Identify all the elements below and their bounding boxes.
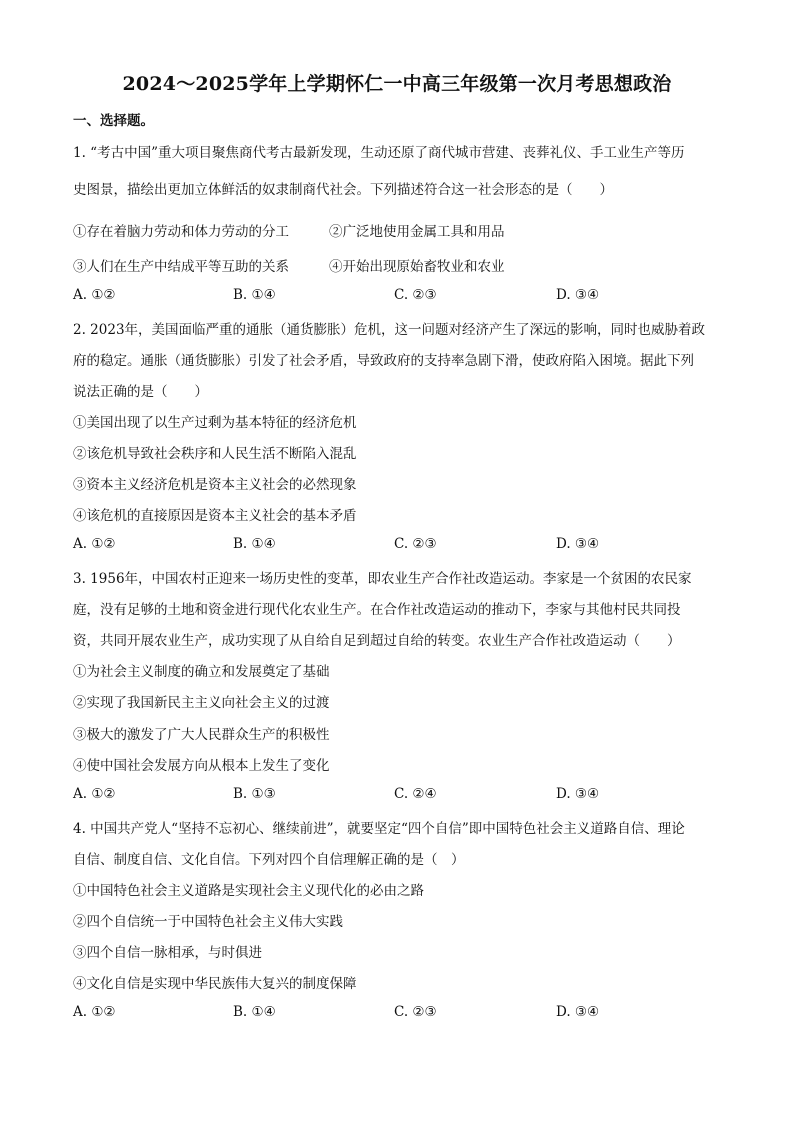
option-d[interactable]: D. ③④	[556, 786, 600, 802]
statement: ①中国特色社会主义道路是实现社会主义现代化的必由之路	[73, 883, 424, 899]
statement: ②实现了我国新民主主义向社会主义的过渡	[73, 695, 330, 711]
option-b[interactable]: B. ①③	[233, 786, 276, 802]
question-stem-line: 说法正确的是（ ）	[73, 384, 208, 400]
question-stem-line: 府的稳定。通胀（通货膨胀）引发了社会矛盾，导致政府的支持率急剧下滑，使政府陷入困境。据此下列	[73, 353, 694, 369]
option-b[interactable]: B. ①④	[233, 1004, 276, 1020]
page-title: 2024～2025学年上学期怀仁一中高三年级第一次月考思想政治	[122, 73, 672, 95]
option-c[interactable]: C. ②③	[394, 287, 437, 303]
statement: ②广泛地使用金属工具和用品	[329, 224, 505, 240]
question-stem-line: 资，共同开展农业生产，成功实现了从自给自足到超过自给的转变。农业生产合作社改造运动（ ）	[73, 633, 681, 649]
statement-row	[73, 255, 505, 275]
statement: ①为社会主义制度的确立和发展奠定了基础	[73, 664, 330, 680]
statement: ②该危机导致社会秩序和人民生活不断陷入混乱	[73, 446, 357, 462]
option-b[interactable]: B. ①④	[233, 287, 276, 303]
statement-row	[73, 220, 505, 240]
statement: ④该危机的直接原因是资本主义社会的基本矛盾	[73, 508, 357, 524]
question-stem-line: 1. “考古中国”重大项目聚焦商代考古最新发现，生动还原了商代城市营建、丧葬礼仪、手工业生产等历	[73, 145, 685, 161]
option-d[interactable]: D. ③④	[556, 287, 600, 303]
statement: ④开始出现原始畜牧业和农业	[329, 259, 505, 275]
statement: ③极大的激发了广大人民群众生产的积极性	[73, 727, 330, 743]
option-c[interactable]: C. ②③	[394, 536, 437, 552]
statement: ①存在着脑力劳动和体力劳动的分工	[73, 224, 289, 240]
question-stem-line: 庭，没有足够的土地和资金进行现代化农业生产。在合作社改造运动的推动下，李家与其他村民共同投	[73, 602, 681, 618]
option-b[interactable]: B. ①④	[233, 536, 276, 552]
question-stem-line: 4. 中国共产党人“坚持不忘初心、继续前进”，就要坚定“四个自信”即中国特色社会主义道路自信、理论	[73, 821, 685, 837]
statement: ④文化自信是实现中华民族伟大复兴的制度保障	[73, 976, 357, 992]
question-stem-line: 史图景，描绘出更加立体鲜活的奴隶制商代社会。下列描述符合这一社会形态的是（ ）	[73, 182, 613, 198]
statement: ①美国出现了以生产过剩为基本特征的经济危机	[73, 415, 357, 431]
question-stem-line: 2. 2023年，美国面临严重的通胀（通货膨胀）危机，这一问题对经济产生了深远的影响，同时也威胁着政	[73, 322, 706, 338]
statement: ③人们在生产中结成平等互助的关系	[73, 259, 289, 275]
option-a[interactable]: A. ①②	[73, 786, 116, 802]
option-a[interactable]: A. ①②	[73, 287, 116, 303]
statement: ④使中国社会发展方向从根本上发生了变化	[73, 758, 330, 774]
option-a[interactable]: A. ①②	[73, 1004, 116, 1020]
option-d[interactable]: D. ③④	[556, 1004, 600, 1020]
question-stem-line: 自信、制度自信、文化自信。下列对四个自信理解正确的是（ ）	[73, 852, 465, 868]
question-stem-line: 3. 1956年，中国农村正迎来一场历史性的变革，即农业生产合作社改造运动。李家是一个贫困的农民家	[73, 571, 692, 587]
option-d[interactable]: D. ③④	[556, 536, 600, 552]
section-heading: 一、选择题。	[73, 113, 154, 129]
statement: ③四个自信一脉相承，与时俱进	[73, 945, 262, 961]
option-a[interactable]: A. ①②	[73, 536, 116, 552]
statement: ③资本主义经济危机是资本主义社会的必然现象	[73, 477, 357, 493]
option-c[interactable]: C. ②③	[394, 1004, 437, 1020]
option-c[interactable]: C. ②④	[394, 786, 437, 802]
statement: ②四个自信统一于中国特色社会主义伟大实践	[73, 914, 343, 930]
